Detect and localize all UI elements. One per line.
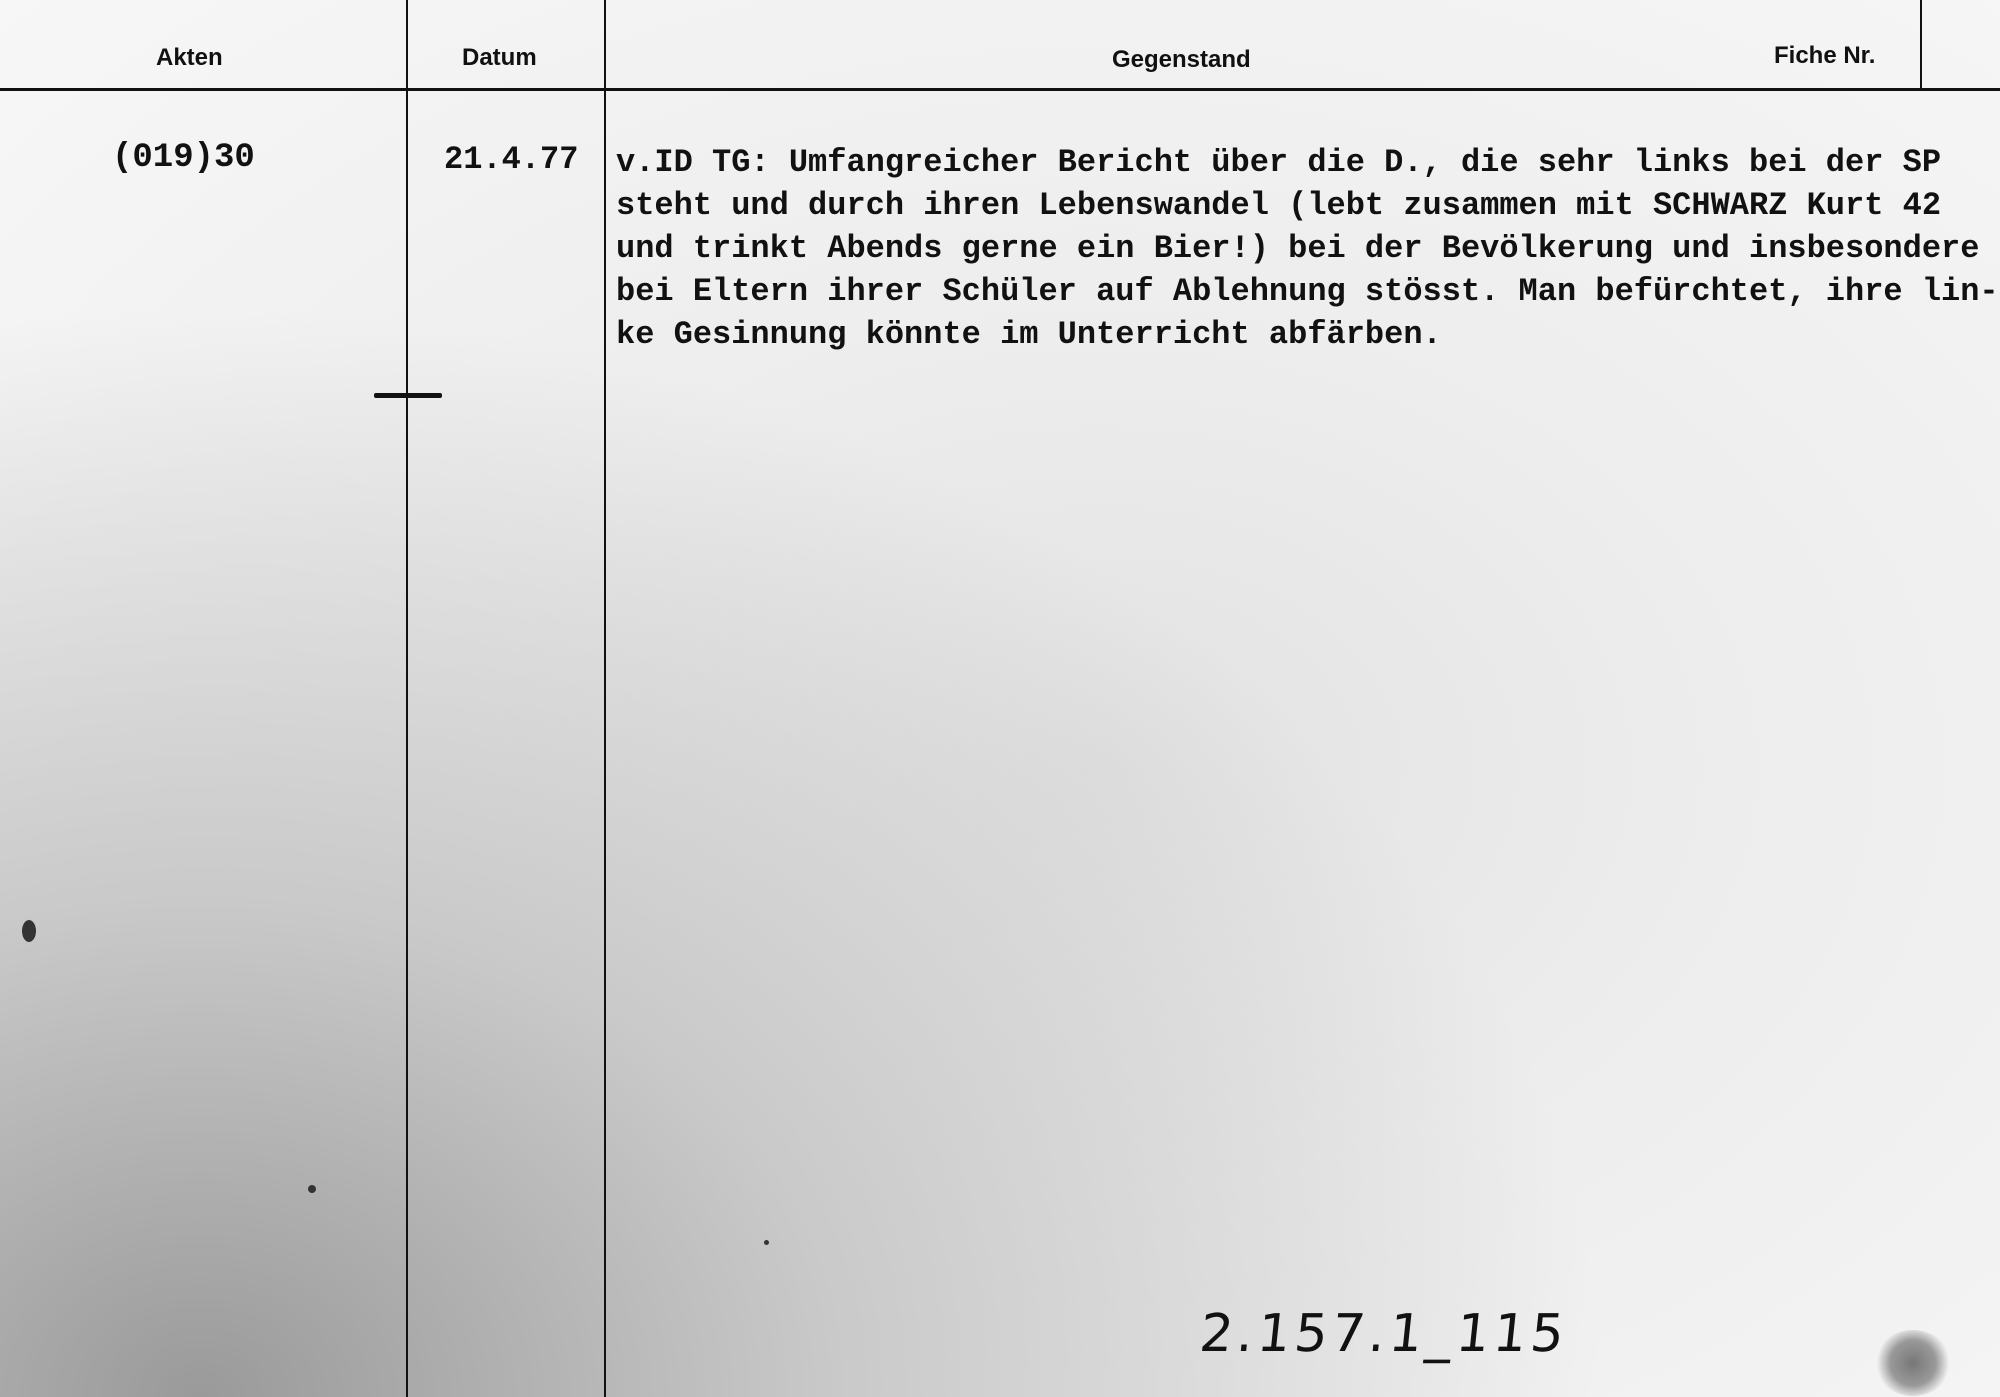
column-divider-akten-datum: [406, 0, 408, 1397]
header-gegenstand: Gegenstand: [1112, 46, 1251, 73]
header-fiche-nr: Fiche Nr.: [1774, 42, 1876, 69]
margin-tick-mark: [374, 393, 442, 398]
header-rule: [0, 88, 2000, 91]
header-akten: Akten: [156, 44, 223, 71]
ink-smudge: [1875, 1330, 1951, 1396]
entry-akten: (019)30: [112, 139, 255, 177]
column-divider-datum-gegenstand: [604, 0, 606, 1397]
entry-line-3: und trinkt Abends gerne ein Bier!) bei der Bevölkerung und insbesondere: [616, 230, 1980, 267]
speck: [22, 920, 36, 942]
entry-line-5: ke Gesinnung könnte im Unterricht abfärben.: [616, 316, 1442, 353]
handwritten-reference: 2.157.1_115: [1196, 1304, 1571, 1364]
entry-line-4: bei Eltern ihrer Schüler auf Ablehnung stösst. Man befürchtet, ihre lin-: [616, 273, 1999, 310]
entry-description: [616, 141, 1999, 356]
entry-line-2: steht und durch ihren Lebenswandel (lebt zusammen mit SCHWARZ Kurt 42: [616, 187, 1942, 224]
header-datum: Datum: [462, 44, 537, 71]
speck: [308, 1185, 316, 1193]
speck: [764, 1240, 769, 1245]
entry-datum: 21.4.77: [444, 141, 579, 178]
entry-line-1: v.ID TG: Umfangreicher Bericht über die D., die sehr links bei der SP: [616, 144, 1942, 181]
column-divider-fiche: [1920, 0, 1922, 88]
